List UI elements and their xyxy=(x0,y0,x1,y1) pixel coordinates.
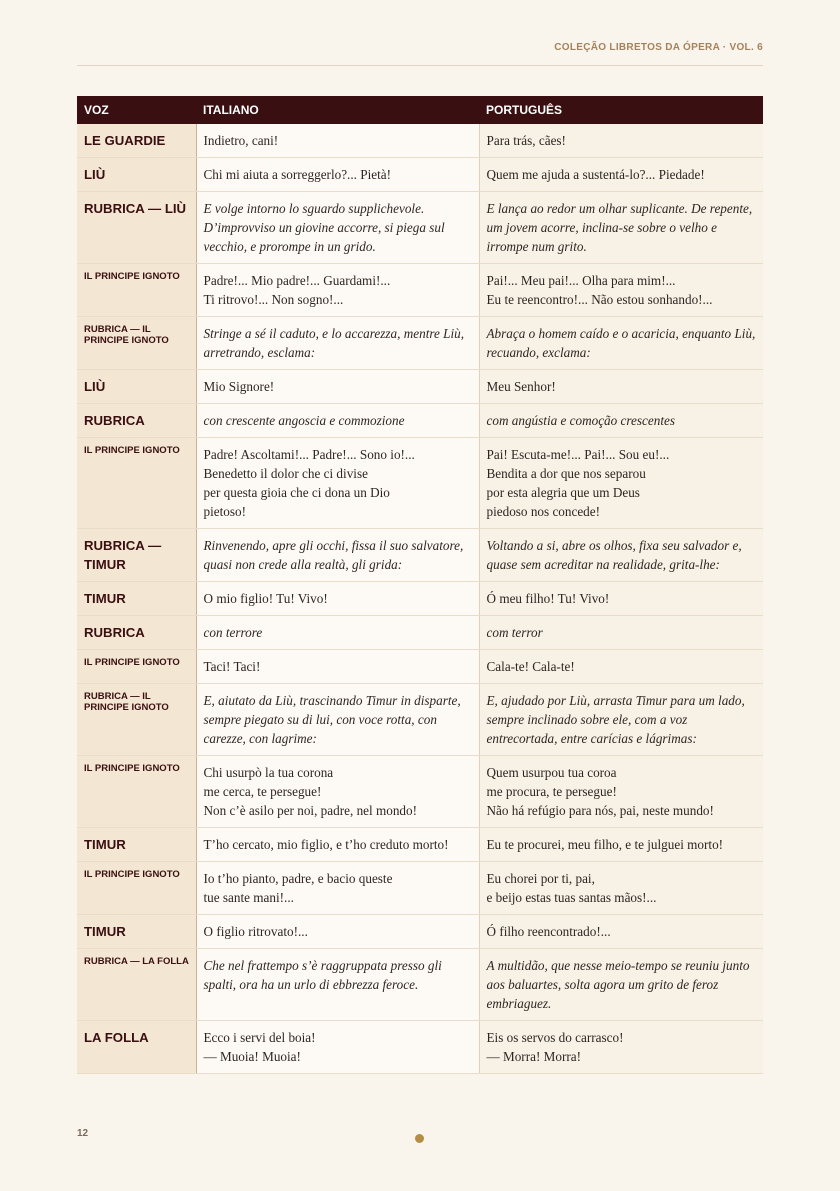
italian-text: Mio Signore! xyxy=(203,379,275,394)
voice-cell: IL PRINCIPE IGNOTO xyxy=(77,650,196,684)
portuguese-text-cell xyxy=(479,915,763,949)
italian-text-cell xyxy=(196,650,479,684)
italian-rubric-cell xyxy=(196,684,479,756)
portuguese-rubric-cell xyxy=(479,529,763,582)
portuguese-text: E lança ao redor um olhar suplicante. De repente, um jovem acorre, inclina-se sobre o velho e irrompe num grito. xyxy=(486,201,753,254)
italian-rubric-cell xyxy=(196,616,479,650)
portuguese-rubric-cell xyxy=(479,404,763,438)
table-row xyxy=(77,438,763,529)
table-row xyxy=(77,1021,763,1074)
dot-ornament-icon xyxy=(415,1134,424,1143)
table-row xyxy=(77,949,763,1021)
portuguese-text: Ó meu filho! Tu! Vivo! xyxy=(486,591,610,606)
portuguese-text: A multidão, que nesse meio-tempo se reuniu junto aos baluartes, solta agora um grito de feroz embriaguez. xyxy=(486,958,750,1011)
table-row xyxy=(77,616,763,650)
portuguese-rubric-cell xyxy=(479,684,763,756)
portuguese-text-cell xyxy=(479,650,763,684)
portuguese-text: Eis os servos do carrasco! — Morra! Morra! xyxy=(486,1030,624,1064)
italian-text: E, aiutato da Liù, trascinando Timur in disparte, sempre piegato su di lui, con voce rotta, con carezze, con lagrime: xyxy=(203,693,461,746)
table-row xyxy=(77,192,763,264)
portuguese-text: Ó filho reencontrado!... xyxy=(486,924,611,939)
table-row xyxy=(77,124,763,158)
italian-text: Chi usurpò la tua corona me cerca, te persegue! Non c’è asilo per noi, padre, nel mondo! xyxy=(203,765,417,818)
voice-cell: RUBRICA — LA FOLLA xyxy=(77,949,196,1021)
portuguese-text: Quem usurpou tua coroa me procura, te persegue! Não há refúgio para nós, pai, neste mundo! xyxy=(486,765,714,818)
italian-text-cell xyxy=(196,582,479,616)
italian-text: Chi mi aiuta a sorreggerlo?... Pietà! xyxy=(203,167,391,182)
collection-header: COLEÇÃO LIBRETOS DA ÓPERA · VOL. 6 xyxy=(554,42,763,53)
column-header-portugues: PORTUGUÊS xyxy=(479,96,763,124)
portuguese-text: Cala-te! Cala-te! xyxy=(486,659,575,674)
voice-cell: RUBRICA — TIMUR xyxy=(77,529,196,582)
italian-rubric-cell xyxy=(196,317,479,370)
voice-cell: IL PRINCIPE IGNOTO xyxy=(77,438,196,529)
voice-cell: RUBRICA — IL PRINCIPE IGNOTO xyxy=(77,684,196,756)
table-row xyxy=(77,404,763,438)
table-row xyxy=(77,915,763,949)
portuguese-text: Voltando a si, abre os olhos, fixa seu salvador e, quase sem acreditar na realidade, grita-lhe: xyxy=(486,538,742,572)
italian-text: Io t’ho pianto, padre, e bacio queste tue sante mani!... xyxy=(203,871,393,905)
voice-cell: IL PRINCIPE IGNOTO xyxy=(77,862,196,915)
italian-text-cell xyxy=(196,158,479,192)
voice-cell: IL PRINCIPE IGNOTO xyxy=(77,756,196,828)
table-row xyxy=(77,317,763,370)
italian-text: Stringe a sé il caduto, e lo accarezza, mentre Liù, arretrando, esclama: xyxy=(203,326,465,360)
table-row xyxy=(77,370,763,404)
voice-cell: LE GUARDIE xyxy=(77,124,196,158)
italian-text: E volge intorno lo sguardo supplichevole. D’improvviso un giovine accorre, si piega sul vecchio, e prorompe in un grido. xyxy=(203,201,445,254)
portuguese-text-cell xyxy=(479,828,763,862)
voice-cell: RUBRICA xyxy=(77,404,196,438)
italian-text-cell xyxy=(196,124,479,158)
portuguese-text-cell xyxy=(479,582,763,616)
table-row xyxy=(77,264,763,317)
italian-text: Che nel frattempo s’è raggruppata presso gli spalti, ora ha un urlo di ebbrezza feroce. xyxy=(203,958,442,992)
italian-text: Ecco i servi del boia! — Muoia! Muoia! xyxy=(203,1030,316,1064)
portuguese-rubric-cell xyxy=(479,317,763,370)
italian-text: Indietro, cani! xyxy=(203,133,279,148)
table-row xyxy=(77,582,763,616)
portuguese-text: Pai! Escuta-me!... Pai!... Sou eu!... Bendita a dor que nos separou por esta alegria que um Deus piedoso nos concede! xyxy=(486,447,670,519)
libretto-table xyxy=(77,96,763,1074)
portuguese-text-cell xyxy=(479,438,763,529)
italian-text: O figlio ritrovato!... xyxy=(203,924,308,939)
italian-rubric-cell xyxy=(196,404,479,438)
table-header-row xyxy=(77,96,763,124)
portuguese-text: com terror xyxy=(486,625,543,640)
portuguese-rubric-cell xyxy=(479,616,763,650)
table-row xyxy=(77,684,763,756)
portuguese-text: Eu chorei por ti, pai, e beijo estas tuas santas mãos!... xyxy=(486,871,657,905)
portuguese-text: Quem me ajuda a sustentá-lo?... Piedade! xyxy=(486,167,705,182)
portuguese-rubric-cell xyxy=(479,949,763,1021)
voice-cell: TIMUR xyxy=(77,828,196,862)
italian-text: Padre!... Mio padre!... Guardami!... Ti ritrovo!... Non sogno!... xyxy=(203,273,391,307)
italian-text-cell xyxy=(196,264,479,317)
page-number: 12 xyxy=(77,1128,89,1139)
voice-cell: RUBRICA — LIÙ xyxy=(77,192,196,264)
portuguese-text: E, ajudado por Liù, arrasta Timur para um lado, sempre inclinado sobre ele, com a voz entrecortada, entre carícias e lágrimas: xyxy=(486,693,745,746)
italian-text: con terrore xyxy=(203,625,263,640)
italian-text: T’ho cercato, mio figlio, e t’ho creduto morto! xyxy=(203,837,449,852)
portuguese-text: Para trás, cães! xyxy=(486,133,566,148)
portuguese-text: Meu Senhor! xyxy=(486,379,556,394)
table-row xyxy=(77,529,763,582)
voice-cell: RUBRICA xyxy=(77,616,196,650)
portuguese-text-cell xyxy=(479,158,763,192)
portuguese-text: Abraça o homem caído e o acaricia, enquanto Liù, recuando, exclama: xyxy=(486,326,756,360)
portuguese-text-cell xyxy=(479,862,763,915)
portuguese-text-cell xyxy=(479,756,763,828)
italian-text-cell xyxy=(196,756,479,828)
italian-text-cell xyxy=(196,862,479,915)
column-header-italiano: ITALIANO xyxy=(196,96,479,124)
italian-rubric-cell xyxy=(196,192,479,264)
portuguese-text-cell xyxy=(479,1021,763,1074)
italian-text: Rinvenendo, apre gli occhi, fissa il suo salvatore, quasi non crede alla realtà, gli grida: xyxy=(203,538,464,572)
column-header-voz: VOZ xyxy=(77,96,196,124)
italian-rubric-cell xyxy=(196,949,479,1021)
table-row xyxy=(77,650,763,684)
italian-rubric-cell xyxy=(196,529,479,582)
table-row xyxy=(77,862,763,915)
portuguese-text-cell xyxy=(479,370,763,404)
portuguese-text: com angústia e comoção crescentes xyxy=(486,413,675,428)
italian-text: Taci! Taci! xyxy=(203,659,261,674)
voice-cell: TIMUR xyxy=(77,582,196,616)
voice-cell: RUBRICA — IL PRINCIPE IGNOTO xyxy=(77,317,196,370)
voice-cell: LIÙ xyxy=(77,158,196,192)
portuguese-text: Pai!... Meu pai!... Olha para mim!... Eu te reencontro!... Não estou sonhando!... xyxy=(486,273,713,307)
portuguese-rubric-cell xyxy=(479,192,763,264)
table-row xyxy=(77,158,763,192)
italian-text: Padre! Ascoltami!... Padre!... Sono io!... Benedetto il dolor che ci divise per questa gioia che ci dona un Dio pietoso! xyxy=(203,447,415,519)
portuguese-text-cell xyxy=(479,264,763,317)
italian-text: O mio figlio! Tu! Vivo! xyxy=(203,591,328,606)
portuguese-text: Eu te procurei, meu filho, e te julguei morto! xyxy=(486,837,724,852)
italian-text-cell xyxy=(196,1021,479,1074)
voice-cell: IL PRINCIPE IGNOTO xyxy=(77,264,196,317)
italian-text-cell xyxy=(196,370,479,404)
table-row xyxy=(77,756,763,828)
italian-text-cell xyxy=(196,828,479,862)
italian-text-cell xyxy=(196,438,479,529)
portuguese-text-cell xyxy=(479,124,763,158)
table-row xyxy=(77,828,763,862)
voice-cell: LA FOLLA xyxy=(77,1021,196,1074)
italian-text-cell xyxy=(196,915,479,949)
voice-cell: TIMUR xyxy=(77,915,196,949)
italian-text: con crescente angoscia e commozione xyxy=(203,413,405,428)
voice-cell: LIÙ xyxy=(77,370,196,404)
header-divider xyxy=(77,65,763,66)
